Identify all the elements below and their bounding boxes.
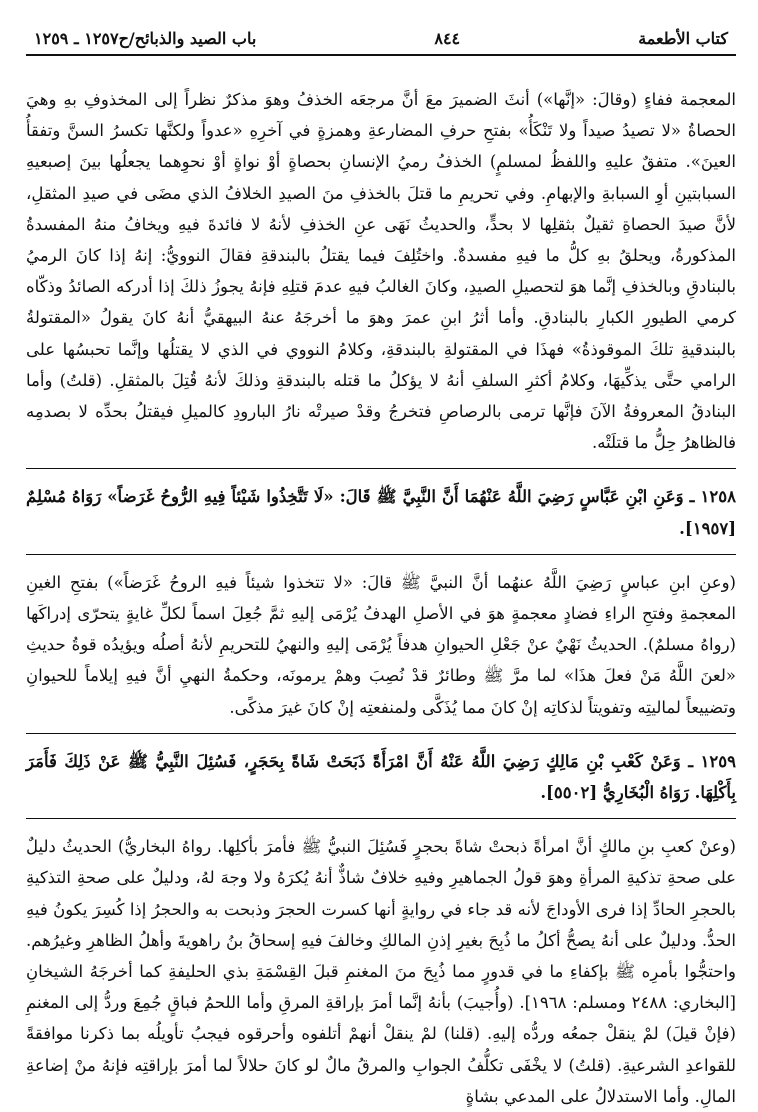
section-divider: [26, 468, 736, 469]
page-body: [26, 56, 736, 1112]
commentary-paragraph: المعجمة ففاءٍ (وقالَ: «إنَّها») أنثَ الضميرَ معَ أنَّ مرجعَه الخذفُ وهوَ مذكرٌ نظراً إلى المخذوفِ بهِ وهيَ الحصاةُ «لا تصيدُ صيداً ولا تَنْكَأُ» بفتحِ حرفِ المضارعةِ وهمزةٍ في آخرِهِ «عدواً ولكنَّها تكسرُ السنَّ وتفقأُ العينَ». متفقٌ عليهِ واللفظُ لمسلمٍ) الخذفُ رميُ الإنسانِ بحصاةٍ أوْ نواةٍ أوْ نحوِهما يجعلُها بينَ إصبعيهِ السبابتينِ أوِ السبابةِ والإبهامِ. وفي تحريمِ ما قتلَ بالخذفِ منَ الصيدِ الخلافُ الذي مضَى في صيدِ المثقلِ، لأنَّ صيدَ الحصاةِ ثقيلٌ بثقلِها لا بحدٍّ، والحديثُ نَهَى عنِ الخذفِ لأنهُ لا فائدةَ فيهِ ويخافُ منهُ المفسدةُ المذكورةُ، ويحلقُ بهِ كلُّ ما فيهِ مفسدةٌ. واختُلِفَ فيما يقتلُ بالبندقةِ فقالَ النوويُّ: إنهُ إذا كانَ الرميُ بالبنادقِ وبالخذفِ إنَّما هوَ لتحصيلِ الصيدِ، وكانَ الغالبُ فيهِ عدمَ قتلِهِ فإنهُ يجوزُ ذلكَ إذا أدركه الصائدُ وذكّاه كرمي الطيورِ الكبارِ بالبنادقِ. وأما أثرُ ابنِ عمرَ وهوَ ما أخرجَهُ عنهُ البيهقيُّ أنهُ كانَ يقولُ «المقتولةُ بالبندقيةِ تلكَ الموقوذةُ» فهذَا في المقتولةِ بالبندقةِ، وكلامُ النووي في الذي لا يقتلُها وإنَّما تحبسُها على الرامي حتَّى يذكِّيهَا، وكلامُ أكثرِ السلفِ أنهُ لا يؤكلُ ما قتله بالبندقةِ وذلكَ لأنهُ قُتِلَ بالمثقلِ. (قلتُ) وأما البنادقُ المعروفةُ الآنَ فإنَّها ترمى بالرصاصِ فتخرجُ وقدْ صيرتْه نارُ البارودِ كالميلِ فيقتلُ بحدِّه لا بصدمِه فالظاهرُ حِلُّ ما قتلَتْه.: [26, 90, 736, 453]
commentary-paragraph: (وعنْ كعبِ بنِ مالكٍ أنَّ امرأةً ذبحتْ شاةً بحجرٍ فَسُئِلَ النبيُّ ﷺ فأمرَ بأكلِها. رواهُ البخاريُّ) الحديثُ دليلٌ على صحةِ تذكيةِ المرأةِ وهوَ قولُ الجماهيرِ وفيهِ خلافٌ شاذٌّ أنهُ يُكرَهُ ولا وجهَ لهُ، ودليلٌ على صحةِ التذكيةِ بالحجرِ الحادِّ إذا فرى الأوداجَ لأنه قد جاء في روايةٍ أنها كسرت الحجرَ وذبحت به والحجرُ إذا كُسِرَ يكونُ فيهِ الحدُّ. ودليلٌ على أنهُ يصحُّ أكلُ ما ذُبِحَ بغيرِ إذنِ المالكِ وخالفَ فيهِ إسحاقُ بنُ راهويةَ وأهلُ الظاهرِ وغيرُهم. واحتجُّوا بأمرِه ﷺ بإكفاءِ ما في قدورٍ مما ذُبِحَ منَ المغنمِ قبلَ القِسْمَةِ بذي الحليفةِ كما أخرجَهُ الشيخانِ [البخاري: ٢٤٨٨ ومسلم: ١٩٦٨]. (وأُجيبَ) بأنهُ إنَّما أمرَ بإراقةِ المرقِ وأما اللحمُ فباقٍ جُمِعَ وردُّ إلى المغنمِ (فإنْ قيلَ) لمْ ينقلْ جمعُه وردُّه إليهِ. (قلنا) لمْ ينقلْ أنهمْ أتلفوه وأحرقوه فيجبُ تأويلُه بما ذكرنا موافقةً للقواعدِ الشرعيةِ. (قلتُ) لا يخْفَى تكلُّفُ الجوابِ والمرقُ مالٌ لو كانَ حلالاً لما أمرَ بإراقتِه فإنهُ منْ إضاعةِ المالِ. وأما الاستدلالُ على المدعي بشاةٍ: [26, 837, 736, 1106]
commentary-paragraph: (وعنِ ابنِ عباسٍ رَضِيَ اللَّهُ عنهُما أنَّ النبيَّ ﷺ قالَ: «لا تتخذوا شيئاً فيهِ الروحُ غَرَضاً») بفتحِ الغينِ المعجمةِ وفتحِ الراءِ فضادٍ معجمةٍ هوَ في الأصلِ الهدفُ يُرْمَى إليهِ ثمَّ جُعِلَ اسماً لكلِّ غايةٍ يتحرّى إدراكَها (رواهُ مسلمٌ). الحديثُ نَهْيٌ عنْ جَعْلِ الحيوانِ هدفاً يُرْمَى إليهِ والنهيُ للتحريمِ لأنهُ أصلُه ويؤيدُه قوةُ حديثِ «لعنَ اللَّهُ مَنْ فعلَ هذَا» لما مرَّ ﷺ وطائرٌ قدْ نُصِبَ وهمْ يرمونَه، وحكمةُ النهيِ أنَّ فيهِ إيلاماً للحيوانِ وتضييعاً لماليتِه وتفويتاً لذكاتِه إنْ كانَ مما يُذَكَّى ولمنفعتِه إنْ كانَ غيرَ مذكًى.: [26, 572, 736, 717]
hadith-text-1259: ١٢٥٩ ـ وَعَنْ كَعْبِ بْنِ مَالِكٍ رَضِيَ اللَّهُ عَنْهُ أَنَّ امْرَأَةً ذَبَحَتْ شَاةً بِحَجَرٍ، فَسُئِلَ النَّبِيُّ ﷺ عَنْ ذَلِكَ فَأَمَرَ بِأَكْلِهَا. رَوَاهُ الْبُخَارِيُّ [٥٥٠٢].: [26, 751, 736, 803]
hadith-text-1258: ١٢٥٨ ـ وَعَنِ ابْنِ عَبَّاسٍ رَضِيَ اللَّهُ عَنْهُمَا أَنَّ النَّبِيَّ ﷺ قَالَ: «لَا تَتَّخِذُوا شَيْئاً فِيهِ الرُّوحُ غَرَضاً» رَوَاهُ مُسْلِمٌ [١٩٥٧].: [26, 487, 736, 538]
section-divider: [26, 818, 736, 819]
section-divider: [26, 733, 736, 734]
header-book-title: كتاب الأطعمة: [638, 29, 728, 48]
page-header: [26, 0, 736, 56]
section-divider: [26, 554, 736, 555]
header-chapter: باب الصيد والذبائح/ح١٢٥٧ ـ ١٢٥٩: [34, 29, 257, 48]
header-page-number: ٨٤٤: [434, 29, 461, 48]
